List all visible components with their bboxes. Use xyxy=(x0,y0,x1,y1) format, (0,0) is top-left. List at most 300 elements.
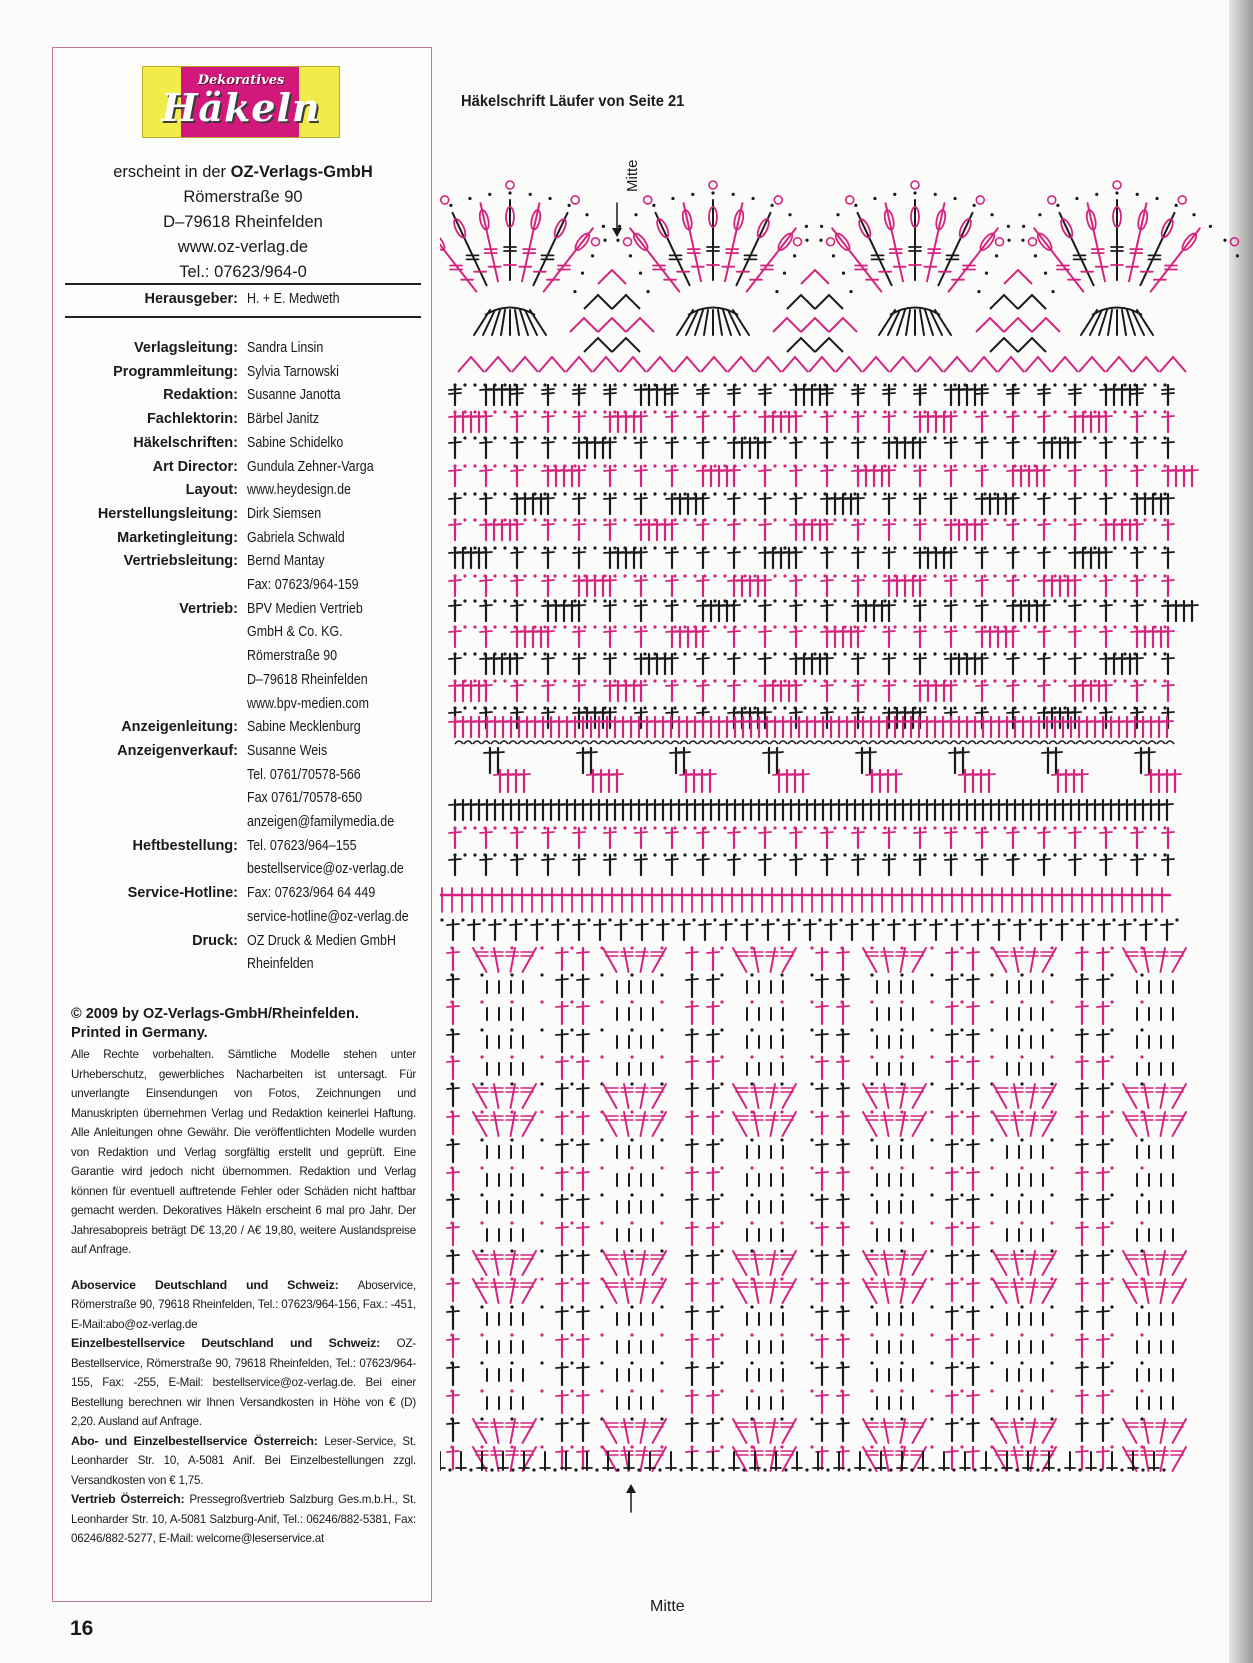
chain-dot xyxy=(1003,599,1006,602)
stitch-stroke xyxy=(821,832,833,833)
chain-dot xyxy=(1123,518,1126,521)
stitch-stroke xyxy=(666,393,678,394)
stitch-stroke xyxy=(604,498,616,499)
chain-dot xyxy=(630,1417,633,1420)
chain-dot xyxy=(1083,826,1086,829)
chain-dot xyxy=(713,546,716,549)
chain-dot xyxy=(663,546,666,549)
stitch-stroke xyxy=(945,832,957,833)
chain-dot xyxy=(503,492,506,495)
chain-dot xyxy=(803,546,806,549)
chain-dot xyxy=(660,1389,663,1392)
stitch-stroke xyxy=(666,605,678,606)
stitch-stroke xyxy=(1076,1367,1088,1368)
stitch-stroke xyxy=(1035,924,1047,925)
stitch-stroke xyxy=(1162,416,1174,417)
stitch-stroke xyxy=(883,685,895,686)
stitch-stroke xyxy=(1077,924,1089,925)
chain-dot xyxy=(860,918,863,921)
chain-dot xyxy=(1093,706,1096,709)
chart-title: Häkelschrift Läufer von Seite 21 xyxy=(461,93,685,110)
chain-dot xyxy=(842,272,845,275)
chain-dot xyxy=(1051,290,1054,293)
chain-dot xyxy=(853,518,856,521)
chain-dot xyxy=(553,625,556,628)
chain-dot xyxy=(900,1305,903,1308)
chain-dot xyxy=(803,706,806,709)
staff-label: Marketingleitung: xyxy=(117,529,238,546)
chain-dot xyxy=(1163,599,1166,602)
chain-dot xyxy=(900,1138,903,1141)
stitch-stroke xyxy=(883,605,895,606)
chain-dot xyxy=(1063,410,1066,413)
chain-dot xyxy=(993,599,996,602)
stitch-stroke xyxy=(946,1367,958,1368)
stitch-stroke xyxy=(604,605,616,606)
arc-stitch xyxy=(788,741,796,744)
chain-dot xyxy=(893,853,896,856)
stitch-stroke xyxy=(945,580,957,581)
stitch-stroke xyxy=(883,524,895,525)
chain-dot xyxy=(683,464,686,467)
chain-dot xyxy=(783,272,786,275)
chain-dot xyxy=(810,1333,813,1336)
chain-dot xyxy=(943,652,946,655)
stitch-stroke xyxy=(510,924,522,925)
stitch-stroke xyxy=(449,389,461,390)
chain-dot xyxy=(1023,826,1026,829)
chain-dot xyxy=(533,464,536,467)
chain-dot xyxy=(510,946,513,949)
stitch-stroke xyxy=(594,924,606,925)
chain-dot xyxy=(1123,599,1126,602)
zigzag-stitch xyxy=(728,357,754,372)
chain-dot xyxy=(1153,410,1156,413)
chain-dot xyxy=(529,193,532,196)
chain-dot xyxy=(983,383,986,386)
stitch-stroke xyxy=(821,416,833,417)
chain-dot xyxy=(1163,574,1166,577)
chain-dot xyxy=(671,918,674,921)
chain-dot xyxy=(923,436,926,439)
chain-dot xyxy=(913,853,916,856)
stitch-stroke xyxy=(1162,631,1174,632)
chain-dot xyxy=(543,492,546,495)
picot-icon xyxy=(976,196,984,204)
stitch-stroke xyxy=(759,631,771,632)
stitch-stroke xyxy=(1050,752,1062,753)
chain-dot xyxy=(990,1055,993,1058)
chain-dot xyxy=(870,1221,873,1224)
staff-label: Vertriebsleitung: xyxy=(123,553,238,570)
chain-dot xyxy=(1023,464,1026,467)
staff-value: Römerstraße 90 xyxy=(247,648,338,665)
chain-dot xyxy=(523,706,526,709)
chain-dot xyxy=(1163,464,1166,467)
arc-stitch xyxy=(563,741,571,744)
stitch-stroke xyxy=(837,1227,849,1228)
arc-stitch xyxy=(1166,741,1174,744)
chain-dot xyxy=(883,464,886,467)
chain-dot xyxy=(711,191,714,194)
chain-dot xyxy=(480,1417,483,1420)
chain-dot xyxy=(810,946,813,949)
stitch-stroke xyxy=(967,979,979,980)
chain-dot xyxy=(523,826,526,829)
chain-dot xyxy=(1110,1249,1113,1252)
stitch-stroke xyxy=(728,416,740,417)
stitch-stroke xyxy=(852,712,864,713)
staff-value: anzeigen@familymedia.de xyxy=(247,814,395,830)
chain-dot xyxy=(623,706,626,709)
stitch-stroke xyxy=(883,859,895,860)
stitch-stroke xyxy=(967,1006,979,1007)
arc-stitch xyxy=(734,741,742,744)
chain-dot xyxy=(573,679,576,682)
chain-dot xyxy=(1022,225,1025,228)
chain-dot xyxy=(713,436,716,439)
chain-dot xyxy=(573,574,576,577)
chain-dot xyxy=(1110,1361,1113,1364)
stitch-stroke xyxy=(1097,1088,1109,1089)
chain-dot xyxy=(1033,574,1036,577)
stitch-stroke xyxy=(511,552,523,553)
chain-dot xyxy=(1050,1249,1053,1252)
chain-dot xyxy=(563,706,566,709)
stitch-stroke xyxy=(1076,1006,1088,1007)
stitch-stroke xyxy=(1007,393,1019,394)
chain-dot xyxy=(843,518,846,521)
chain-dot xyxy=(873,706,876,709)
chain-dot xyxy=(1110,1221,1113,1224)
chain-dot xyxy=(553,410,556,413)
chain-dot xyxy=(810,1277,813,1280)
chain-dot xyxy=(953,436,956,439)
chain-dot xyxy=(673,464,676,467)
picot-icon xyxy=(592,238,600,246)
chain-dot xyxy=(473,383,476,386)
chain-dot xyxy=(1020,1445,1023,1448)
chain-dot xyxy=(753,706,756,709)
chain-dot xyxy=(1020,1138,1023,1141)
chain-dot xyxy=(913,492,916,495)
stitch-stroke xyxy=(976,552,988,553)
chain-dot xyxy=(780,1389,783,1392)
chain-dot xyxy=(683,652,686,655)
stitch-stroke xyxy=(946,1199,958,1200)
stitch-stroke xyxy=(972,924,984,925)
stitch-stroke xyxy=(686,1172,698,1173)
service-entry xyxy=(71,1490,416,1549)
chain-dot xyxy=(646,290,649,293)
chain-dot xyxy=(533,599,536,602)
stitch-stroke xyxy=(951,924,963,925)
stitch-stroke xyxy=(1069,524,1081,525)
chain-dot xyxy=(1020,1000,1023,1003)
center-label-bottom: Mitte xyxy=(650,1598,685,1615)
chain-dot xyxy=(1020,1221,1023,1224)
stitch-stroke xyxy=(1100,859,1112,860)
chain-dot xyxy=(1113,436,1116,439)
chain-dot xyxy=(983,706,986,709)
stitch-stroke xyxy=(480,605,492,606)
arc-stitch xyxy=(833,741,841,744)
chain-dot xyxy=(653,436,656,439)
chain-dot xyxy=(900,1166,903,1169)
staff-value: Gundula Zehner-Varga xyxy=(247,458,374,475)
zigzag-stitch xyxy=(782,357,808,372)
chain-dot xyxy=(1140,1000,1143,1003)
stitch-stroke xyxy=(1162,552,1174,553)
chain-dot xyxy=(833,706,836,709)
stitch-stroke xyxy=(1097,1367,1109,1368)
chain-dot xyxy=(1023,383,1026,386)
v-stitch xyxy=(1004,318,1032,332)
stitch-stroke xyxy=(686,1144,698,1145)
chain-dot xyxy=(903,383,906,386)
chain-dot xyxy=(1143,518,1146,521)
chain-dot xyxy=(1093,464,1096,467)
chain-dot xyxy=(1123,574,1126,577)
zigzag-stitch xyxy=(1160,357,1186,372)
chain-dot xyxy=(1093,436,1096,439)
chain-dot xyxy=(593,492,596,495)
stitch-stroke xyxy=(967,1088,979,1089)
chain-dot xyxy=(613,679,616,682)
v-stitch xyxy=(976,318,1004,332)
stitch-stroke xyxy=(946,1061,958,1062)
chain-dot xyxy=(643,546,646,549)
chain-dot xyxy=(743,679,746,682)
staff-value: GmbH & Co. KG. xyxy=(247,624,343,641)
stitch-stroke xyxy=(816,1339,828,1340)
chain-dot xyxy=(593,383,596,386)
chain-dot xyxy=(773,518,776,521)
chain-dot xyxy=(743,853,746,856)
chain-dot xyxy=(933,492,936,495)
stitch-stroke xyxy=(1007,442,1019,443)
chain-dot xyxy=(870,1277,873,1280)
chain-dot xyxy=(543,706,546,709)
chain-dot xyxy=(693,853,696,856)
chain-dot xyxy=(693,706,696,709)
chain-dot xyxy=(973,625,976,628)
chain-dot xyxy=(493,546,496,549)
chain-dot xyxy=(873,410,876,413)
chain-dot xyxy=(683,679,686,682)
chain-dot xyxy=(1063,492,1066,495)
chain-dot xyxy=(540,1110,543,1113)
chain-dot xyxy=(600,973,603,976)
stitch-stroke xyxy=(816,952,828,953)
stitch-stroke xyxy=(542,442,554,443)
chain-dot xyxy=(533,574,536,577)
chain-dot xyxy=(883,706,886,709)
chain-dot xyxy=(1003,518,1006,521)
chain-dot xyxy=(960,1249,963,1252)
stitch-stroke xyxy=(852,389,864,390)
chain-dot xyxy=(843,436,846,439)
chain-dot xyxy=(963,546,966,549)
picot-icon xyxy=(1113,181,1121,189)
chain-dot xyxy=(723,492,726,495)
chain-dot xyxy=(1083,518,1086,521)
stitch-stroke xyxy=(1038,859,1050,860)
chain-dot xyxy=(973,464,976,467)
stitch-stroke xyxy=(930,924,942,925)
chain-dot xyxy=(793,254,796,257)
stitch-stroke xyxy=(666,685,678,686)
chain-dot xyxy=(1140,1166,1143,1169)
chain-dot xyxy=(1083,706,1086,709)
chain-dot xyxy=(883,679,886,682)
service-info xyxy=(71,1276,416,1549)
chain-dot xyxy=(683,826,686,829)
v-stitch xyxy=(829,318,857,332)
chain-dot xyxy=(673,410,676,413)
arc-stitch xyxy=(932,741,940,744)
stitch-stroke xyxy=(790,470,802,471)
arc-stitch xyxy=(716,741,724,744)
arc-stitch xyxy=(680,741,688,744)
chain-dot xyxy=(723,574,726,577)
stitch-stroke xyxy=(697,524,709,525)
chain-dot xyxy=(480,1138,483,1141)
chain-dot xyxy=(900,1389,903,1392)
publisher-website[interactable]: www.oz-verlag.de xyxy=(177,238,309,256)
stitch-stroke xyxy=(976,832,988,833)
chain-dot xyxy=(613,599,616,602)
chain-dot xyxy=(673,706,676,709)
chain-dot xyxy=(480,973,483,976)
chain-dot xyxy=(810,1249,813,1252)
stitch-stroke xyxy=(686,1006,698,1007)
stitch-stroke xyxy=(1129,203,1146,281)
chain-dot xyxy=(773,625,776,628)
staff-value: www.heydesign.de xyxy=(247,482,351,499)
staff-value: Sabine Schidelko xyxy=(247,434,344,451)
stitch-stroke xyxy=(883,389,895,390)
chain-dot xyxy=(503,383,506,386)
chain-dot xyxy=(1153,826,1156,829)
chain-dot xyxy=(893,599,896,602)
chain-dot xyxy=(613,492,616,495)
chain-dot xyxy=(1020,1193,1023,1196)
arc-stitch xyxy=(662,741,670,744)
chain-dot xyxy=(633,826,636,829)
chain-dot xyxy=(930,1028,933,1031)
chain-dot xyxy=(720,1277,723,1280)
chain-dot xyxy=(673,546,676,549)
chain-dot xyxy=(1020,1361,1023,1364)
chain-dot xyxy=(923,546,926,549)
service-text: OZ-Bestellservice, Römerstraße 90, 79618 Rheinfelden, Tel.: 07623/964-155, Fax: -255, E-Mail: bestellservice@oz-verlag.de. Bei einer Bestellung berechnen wir Ihnen Versandkosten in Höhe von € (D) 2,20. Ausland auf Anfrage. xyxy=(71,1337,416,1428)
chain-dot xyxy=(480,1221,483,1224)
chain-dot xyxy=(1093,625,1096,628)
chain-dot xyxy=(743,383,746,386)
stitch-stroke xyxy=(511,393,523,394)
stitch-stroke xyxy=(1069,712,1081,713)
chain-dot xyxy=(833,679,836,682)
chain-dot xyxy=(983,599,986,602)
stitch-stroke xyxy=(983,774,995,775)
stitch-stroke xyxy=(707,1144,719,1145)
chain-dot xyxy=(893,679,896,682)
chain-dot xyxy=(593,599,596,602)
zigzag-stitch xyxy=(809,357,835,372)
chain-dot xyxy=(983,410,986,413)
stitch-stroke xyxy=(1007,416,1019,417)
chain-dot xyxy=(523,436,526,439)
chain-dot xyxy=(833,464,836,467)
chain-dot xyxy=(660,1333,663,1336)
chain-dot xyxy=(953,574,956,577)
chain-dot xyxy=(1153,546,1156,549)
chain-dot xyxy=(1091,918,1094,921)
chain-dot xyxy=(783,410,786,413)
chain-dot xyxy=(1063,518,1066,521)
chain-dot xyxy=(853,599,856,602)
stitch-stroke xyxy=(837,1006,849,1007)
stitch-stroke xyxy=(707,1006,719,1007)
stitch-stroke xyxy=(511,416,523,417)
arc-stitch xyxy=(1067,741,1075,744)
chain-dot xyxy=(780,1055,783,1058)
chain-dot xyxy=(630,1055,633,1058)
chain-dot xyxy=(713,599,716,602)
chain-dot xyxy=(713,492,716,495)
chain-dot xyxy=(480,1110,483,1113)
stitch-stroke xyxy=(1076,1423,1088,1424)
staff-value: Fax: 07623/964 64 449 xyxy=(247,885,376,902)
chain-dot xyxy=(953,464,956,467)
chain-dot xyxy=(493,574,496,577)
stitch-stroke xyxy=(1038,631,1050,632)
stitch-stroke xyxy=(867,924,879,925)
staff-value: Sylvia Tarnowski xyxy=(247,363,339,380)
chain-dot xyxy=(570,973,573,976)
chain-dot xyxy=(843,410,846,413)
chain-dot xyxy=(593,625,596,628)
chain-dot xyxy=(930,1445,933,1448)
chain-dot xyxy=(1020,1055,1023,1058)
stitch-stroke xyxy=(635,832,647,833)
stitch-stroke xyxy=(480,470,492,471)
chain-dot xyxy=(573,826,576,829)
stitch-stroke xyxy=(837,1423,849,1424)
chain-dot xyxy=(933,574,936,577)
stitch-stroke xyxy=(1007,832,1019,833)
chain-dot xyxy=(543,546,546,549)
chain-dot xyxy=(660,973,663,976)
stitch-stroke xyxy=(883,470,895,471)
chain-dot xyxy=(753,679,756,682)
chain-dot xyxy=(510,1138,513,1141)
stitch-stroke xyxy=(816,1116,828,1117)
chain-dot xyxy=(583,853,586,856)
chain-dot xyxy=(633,652,636,655)
stitch-stroke xyxy=(1097,1144,1109,1145)
chain-dot xyxy=(493,410,496,413)
chain-dot xyxy=(523,518,526,521)
chain-dot xyxy=(753,546,756,549)
chain-dot xyxy=(440,918,443,921)
stitch-stroke xyxy=(635,712,647,713)
arc-stitch xyxy=(518,741,526,744)
v-stitch xyxy=(815,338,843,352)
chain-dot xyxy=(1113,546,1116,549)
chain-dot xyxy=(873,546,876,549)
